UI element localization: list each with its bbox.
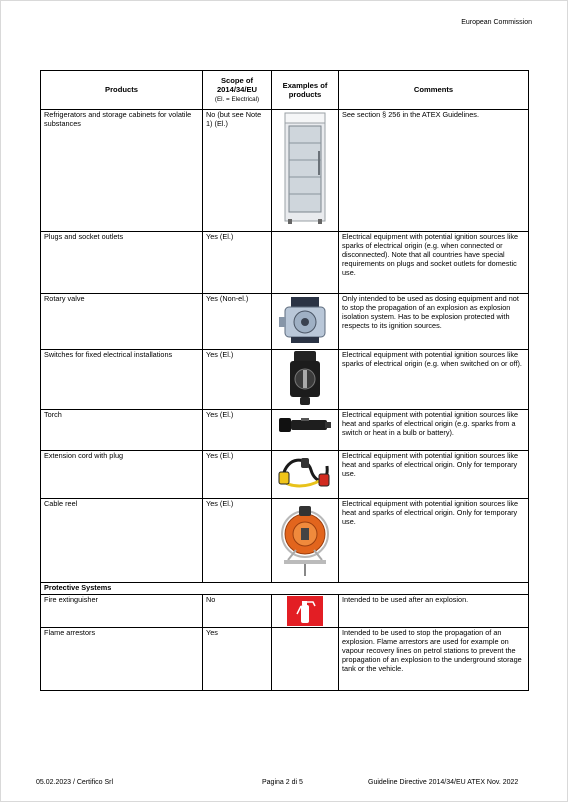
scope-value: Yes (Non-el.) [203,294,272,350]
products-table [40,70,529,691]
footer-page-number: Pagina 2 di 5 [262,779,303,786]
comment-text: Electrical equipment with potential ignition sources like heat and sparks of electrical origin (e.g. sparks from a switch or heat in a bulb or battery). [339,410,529,451]
comment-text: Electrical equipment with potential ignition sources like heat and sparks of electrical origin. Only for temporary use. [339,451,529,499]
comment-text: Electrical equipment with potential ignition sources like sparks of electrical origin (e.g. when switched on or off). [339,350,529,410]
product-image [272,350,339,410]
comment-text: Electrical equipment with potential ignition sources like sparks of electrical origin (e.g. when connected or disconnected). Note that all countries have special requirements on plugs and socket outlets for domestic use. [339,232,529,294]
header-scope: Scope of 2014/34/EU (El. = Electrical) [203,71,272,110]
product-name: Fire extinguisher [41,595,203,628]
header-examples: Examples of products [272,71,339,110]
table-row [41,350,529,410]
section-row [41,583,529,595]
footer-document-title: Guideline Directive 2014/34/EU ATEX Nov. 2022 [368,779,519,786]
table-header-row [41,71,529,110]
switch-icon [288,351,322,407]
product-image-empty [272,628,339,691]
torch-icon [277,411,333,437]
product-name: Flame arrestors [41,628,203,691]
refrigerator-icon [282,111,328,225]
comment-text: Intended to be used after an explosion. [339,595,529,628]
product-name: Torch [41,410,203,451]
section-heading-protective-systems: Protective Systems [41,583,529,595]
comment-text: Only intended to be used as dosing equipment and not to stop the propagation of an explosion as explosion isolation system. Has to be explosion protected with respects to its ignition sources. [339,294,529,350]
table-row [41,110,529,232]
scope-value: Yes (El.) [203,451,272,499]
extension-cord-icon [277,452,333,492]
product-name: Rotary valve [41,294,203,350]
header-comments: Comments [339,71,529,110]
table-row [41,410,529,451]
scope-value: Yes (El.) [203,232,272,294]
scope-value: Yes (El.) [203,499,272,583]
rotary-valve-icon [279,295,331,345]
product-image [272,595,339,628]
product-name: Extension cord with plug [41,451,203,499]
scope-value: Yes (El.) [203,350,272,410]
product-name: Cable reel [41,499,203,583]
scope-value: Yes [203,628,272,691]
table-row [41,499,529,583]
fire-extinguisher-icon [287,596,323,626]
scope-value: No (but see Note 1) (El.) [203,110,272,232]
table-row [41,628,529,691]
product-name: Plugs and socket outlets [41,232,203,294]
comment-text: Intended to be used to stop the propagation of an explosion. Flame arrestors are used for example on vapour recovery lines on petrol stations to prevent the propagation of an explosion to the underground storage tank or the vehicle. [339,628,529,691]
comment-text: Electrical equipment with potential ignition sources like heat and sparks of electrical origin. Only for temporary use. [339,499,529,583]
footer-date: 05.02.2023 / Certifico Srl [36,779,114,786]
product-image-empty [272,232,339,294]
product-image [272,410,339,451]
header-products: Products [41,71,203,110]
table-row [41,595,529,628]
product-image [272,110,339,232]
product-name: Switches for fixed electrical installations [41,350,203,410]
header-organization: European Commission [461,19,532,26]
product-image [272,451,339,499]
scope-value: No [203,595,272,628]
table-row [41,294,529,350]
scope-value: Yes (El.) [203,410,272,451]
comment-text: See section § 256 in the ATEX Guidelines. [339,110,529,232]
table-row [41,451,529,499]
cable-reel-icon [280,500,330,578]
product-image [272,294,339,350]
product-name: Refrigerators and storage cabinets for volatile substances [41,110,203,232]
product-image [272,499,339,583]
table-row [41,232,529,294]
